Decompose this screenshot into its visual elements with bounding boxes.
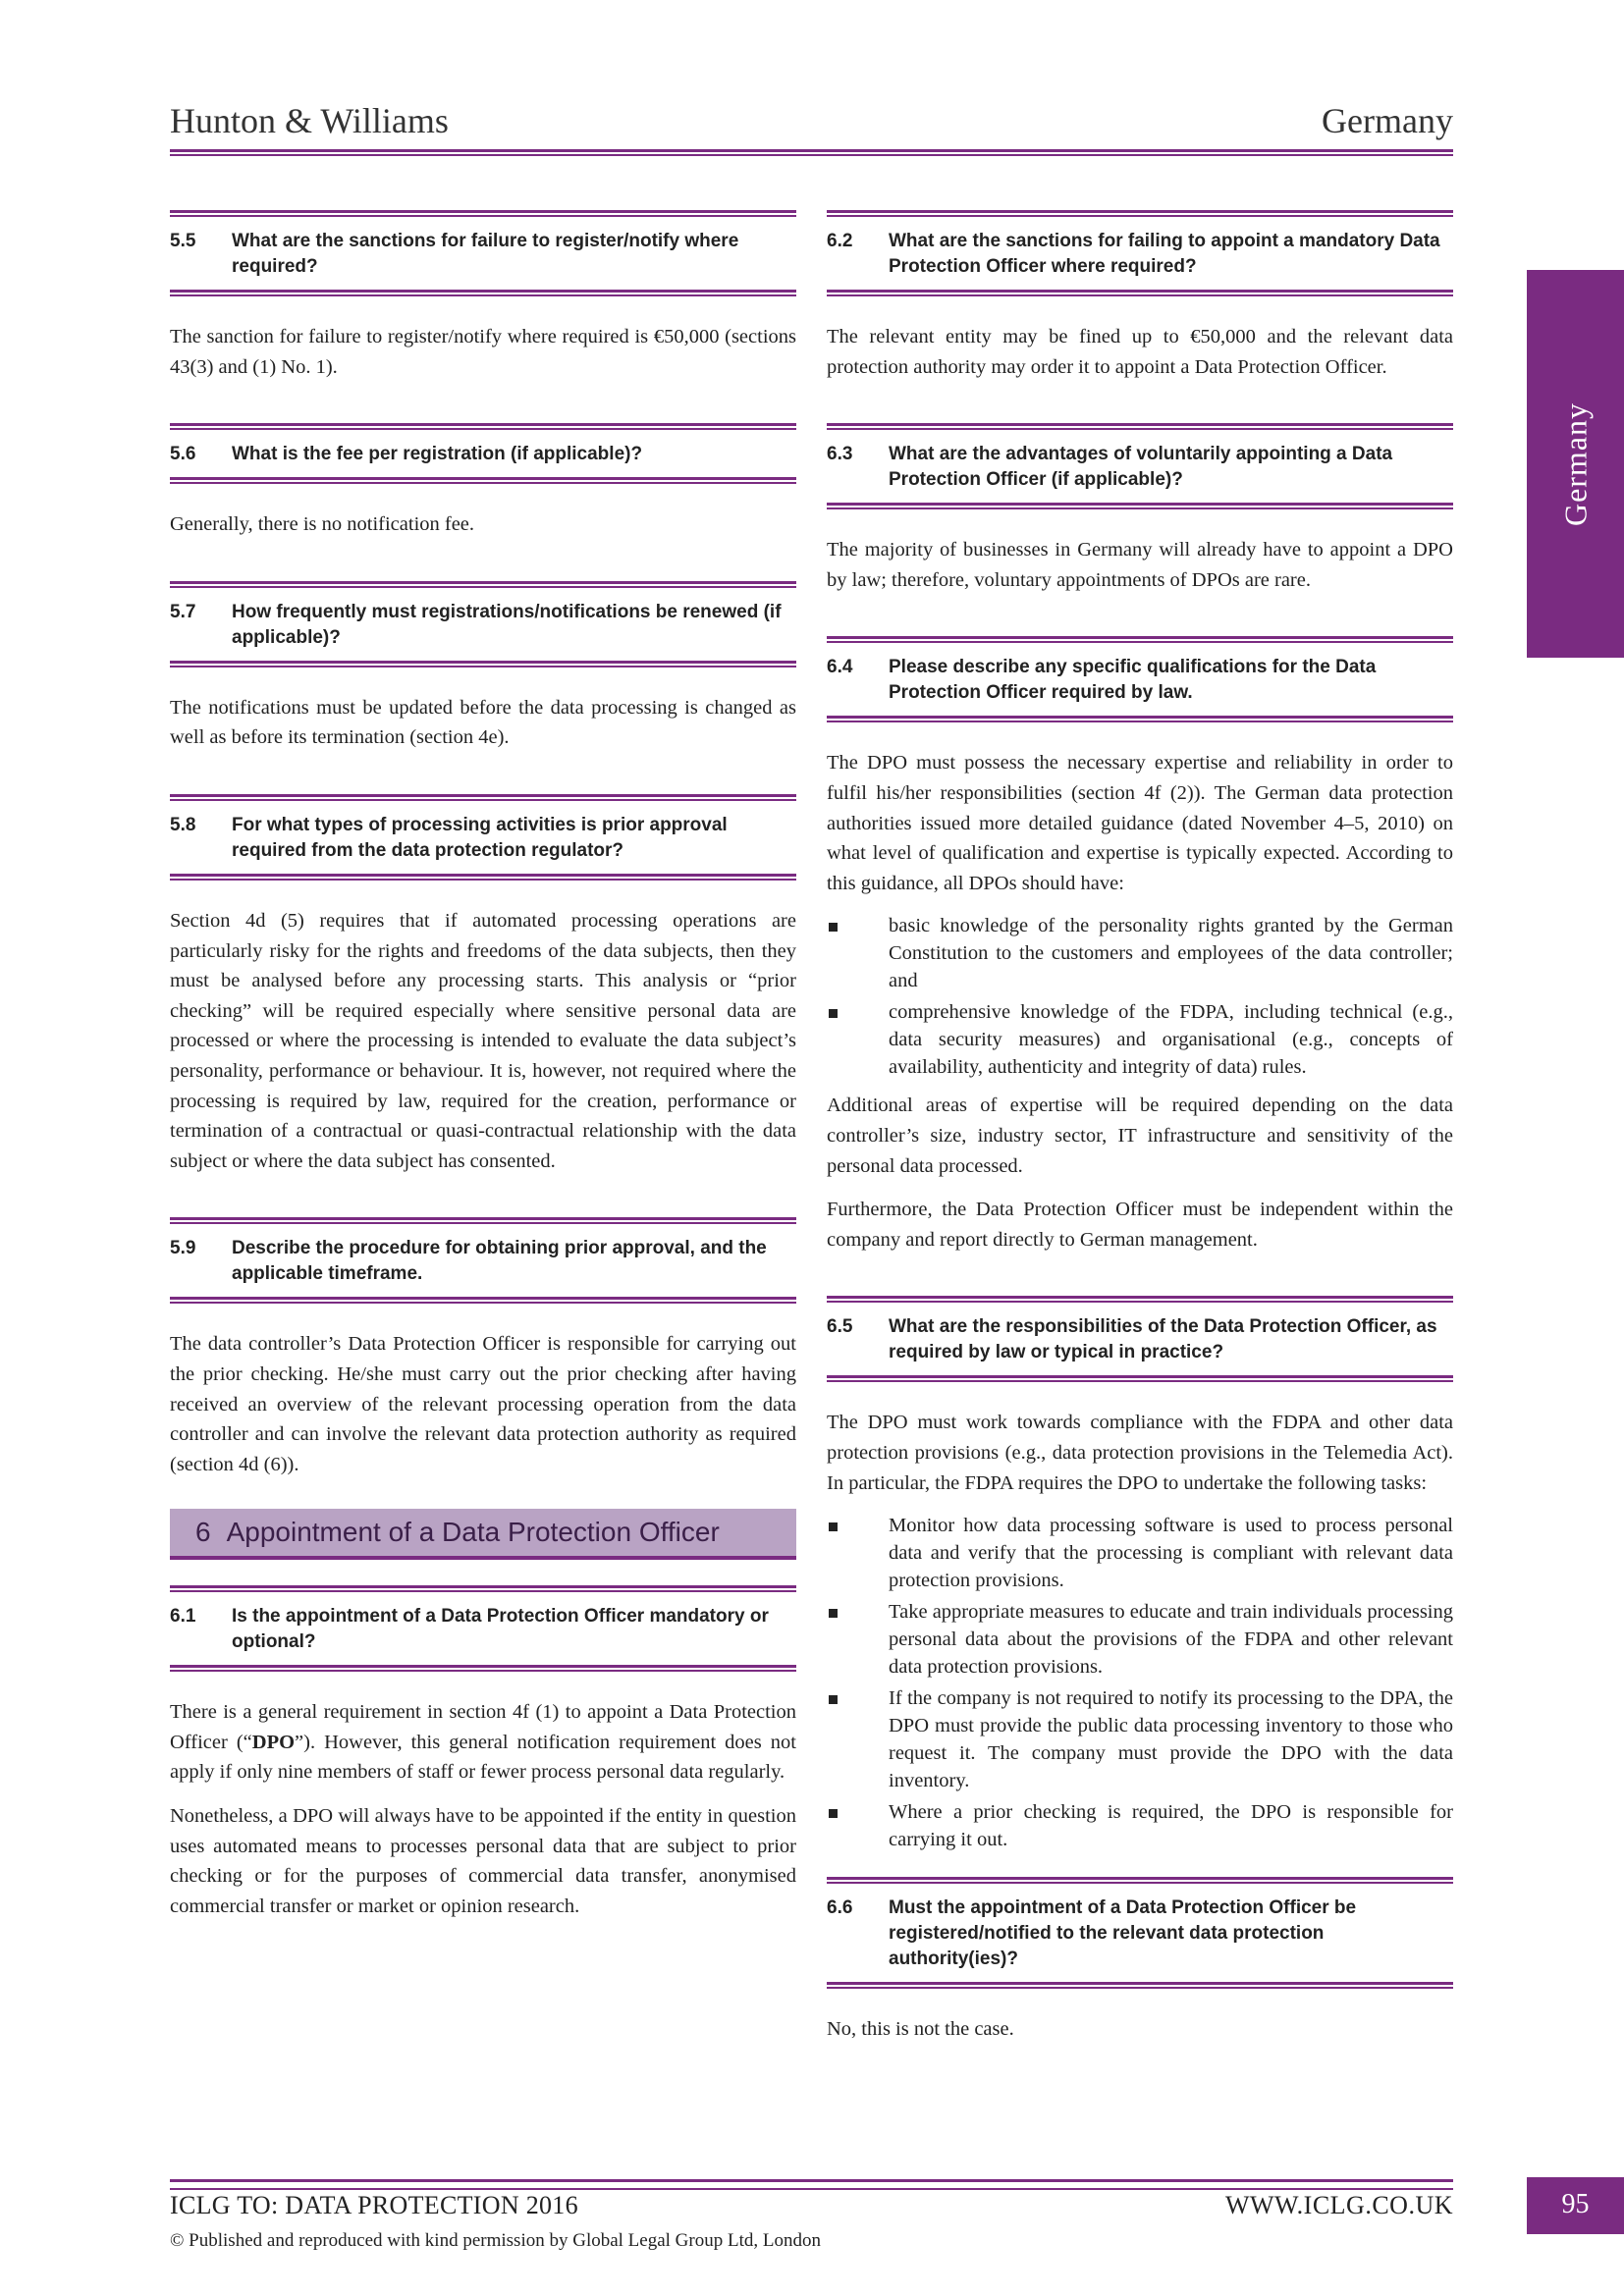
answer-5-5: The sanction for failure to register/notify where required is €50,000 (sections 43(3) and (1) No. 1). [170,326,796,378]
answer-5-8: Section 4d (5) requires that if automated processing operations are particularly risky for the rights and freedoms of the data subjects, then they must be analysed before any processing starts. This analysis or “prior checking” will be required especially where sensitive personal data are processed or where the processing is intended to evaluate the data subject’s personality, performance or behaviour. It is, however, not required where the processing is required by law, required for the creation, performance or termination of a contractual or quasi-contractual relationship with the data subject or where the data subject has consented. [170,909,796,1172]
square-bullet-icon [829,923,838,932]
list-item [827,912,1453,994]
question-rule-top [170,210,796,217]
list-item [827,1512,1453,1594]
question-rule-bottom [170,661,796,667]
question-text: What are the sanctions for failing to appoint a mandatory Data Protection Officer where required? [889,231,1440,277]
list-item [827,1598,1453,1681]
question-6-2 [827,210,1453,296]
question-rule-top [170,581,796,588]
firm-name: Hunton & Williams [170,101,449,140]
question-6-5 [827,1296,1453,1382]
question-rule-bottom [170,1665,796,1672]
question-5-5 [170,210,796,296]
answer-6-6: No, this is not the case. [827,2018,1014,2041]
square-bullet-icon [829,1695,838,1704]
answer-text: ”). However, this general notification requirement does not apply if only nine members of staff or fewer process personal data regularly. [170,1731,796,1784]
question-6-3 [827,423,1453,509]
country-title: Germany [1322,101,1453,140]
defined-term: DPO [251,1731,296,1753]
question-rule-top [827,210,1453,217]
answer-6-2: The relevant entity may be fined up to €50,000 and the relevant data protection authority may order it to appoint a Data Protection Officer. [827,326,1453,378]
answer-6-1 [170,1697,796,1788]
copyright-notice: © Published and reproduced with kind permission by Global Legal Group Ltd, London [170,2230,821,2251]
question-text: What are the sanctions for failure to register/notify where required? [232,231,739,277]
question-rule-bottom [170,874,796,881]
question-number: 6.3 [827,444,853,465]
answer-6-1-continued: Nonetheless, a DPO will always have to be appointed if the entity in question uses automated means to processes personal data that are subject to prior checking or for the purposes of commercial data transfer, anonymised commercial transfer or market or opinion research. [170,1805,796,1917]
list-item-text: If the company is not required to notify its processing to the DPA, the DPO must provide the public data processing inventory to those who request it. The company must provide the DPO with the data inventory. [889,1687,1453,1792]
question-rule-bottom [827,1982,1453,1989]
square-bullet-icon [829,1009,838,1018]
question-rule-bottom [827,716,1453,722]
question-6-6 [827,1877,1453,1989]
square-bullet-icon [829,1809,838,1818]
section-heading-6 [170,1509,796,1560]
list-item-text: comprehensive knowledge of the FDPA, including technical (e.g., data security measures) and organisational (e.g., concepts of availability, authenticity and integrity of data) rules. [889,1001,1453,1079]
question-rule-bottom [170,1297,796,1304]
header-rule [170,149,1453,156]
question-text: What are the advantages of voluntarily appointing a Data Protection Officer (if applicable)? [889,444,1393,491]
list-item-text: Take appropriate measures to educate and train individuals processing personal data about the provisions of the FDPA and other relevant data protection provisions. [889,1601,1453,1679]
question-number: 5.9 [170,1238,196,1259]
question-text: Describe the procedure for obtaining prior approval, and the applicable timeframe. [232,1238,767,1285]
answer-5-6: Generally, there is no notification fee. [170,513,475,536]
question-number: 6.6 [827,1897,853,1919]
answer-6-3: The majority of businesses in Germany will already have to appoint a DPO by law; therefore, voluntary appointments of DPOs are rare. [827,539,1453,591]
right-column [827,210,1453,2058]
responsibilities-list [827,1512,1453,1853]
qualification-list [827,912,1453,1081]
question-number: 5.5 [170,231,196,251]
question-6-4 [827,636,1453,722]
question-rule-top [827,636,1453,643]
question-number: 6.1 [170,1606,196,1628]
list-item [827,1684,1453,1794]
question-number: 5.8 [170,814,196,835]
square-bullet-icon [829,1609,838,1618]
question-number: 6.4 [827,657,853,678]
answer-text: There is a general requirement in section 4f (1) to appoint a Data Protection Officer (“ [170,1701,796,1753]
question-rule-top [827,1877,1453,1884]
answer-6-4-independence: Furthermore, the Data Protection Officer must be independent within the company and report directly to German management. [827,1199,1453,1251]
question-number: 5.6 [170,444,196,465]
answer-6-5: The DPO must work towards compliance with the FDPA and other data protection provisions (e.g., data protection provisions in the Telemedia Act). In particular, the FDPA requires the DPO to undertake the following tasks: [827,1412,1453,1494]
answer-6-4: The DPO must possess the necessary expertise and reliability in order to fulfil his/her responsibilities (section 4f (2)). The German data protection authorities issued more detailed guidance (dated November 4–5, 2010) on what level of qualification and expertise is typically expected. According to this guidance, all DPOs should have: [827,752,1453,894]
answer-5-7: The notifications must be updated before the data processing is changed as well as before its termination (section 4e). [170,696,796,749]
question-rule-bottom [170,477,796,484]
question-text: What are the responsibilities of the Data Protection Officer, as required by law or typical in practice? [889,1316,1437,1363]
question-rule-top [827,423,1453,430]
website-link[interactable]: WWW.ICLG.CO.UK [1224,2191,1453,2219]
question-5-6 [170,423,796,484]
question-rule-top [170,794,796,801]
question-rule-top [170,1217,796,1224]
country-side-tab [1527,270,1624,658]
question-rule-bottom [827,503,1453,509]
question-number: 6.2 [827,231,853,251]
answer-6-4-additional: Additional areas of expertise will be required depending on the data controller’s size, industry sector, IT infrastructure and sensitivity of the personal data processed. [827,1095,1453,1177]
list-item-text: Where a prior checking is required, the DPO is responsible for carrying it out. [889,1801,1453,1851]
question-text: Must the appointment of a Data Protection Officer be registered/notified to the relevant data protection authority(ies)? [889,1897,1357,1970]
question-rule-bottom [827,1375,1453,1382]
list-item [827,998,1453,1081]
list-item [827,1798,1453,1853]
question-5-9 [170,1217,796,1304]
answer-5-9: The data controller’s Data Protection Officer is responsible for carrying out the prior checking. He/she must carry out the prior checking after having received an overview of the relevant processing operation from the data controller and can involve the relevant data protection authority as required (section 4d (6)). [170,1333,796,1475]
side-tab-label: Germany [1557,401,1593,526]
question-6-1 [170,1585,796,1672]
question-text: Please describe any specific qualifications for the Data Protection Officer required by law. [889,657,1377,704]
question-rule-bottom [170,290,796,296]
list-item-text: basic knowledge of the personality rights granted by the German Constitution to the customers and employees of the data controller; and [889,915,1453,992]
question-5-8 [170,794,796,881]
publication-title: ICLG TO: DATA PROTECTION 2016 [170,2191,578,2219]
section-number: 6 [195,1517,211,1548]
question-text: Is the appointment of a Data Protection Officer mandatory or optional? [232,1606,769,1653]
question-text: For what types of processing activities is prior approval required from the data protection regulator? [232,814,728,861]
left-column [170,210,796,1935]
question-rule-top [827,1296,1453,1303]
page-number: 95 [1527,2177,1624,2234]
section-title: Appointment of a Data Protection Officer [226,1517,720,1548]
question-rule-top [170,423,796,430]
question-rule-bottom [827,290,1453,296]
list-item-text: Monitor how data processing software is used to process personal data and verify that the processing is compliant with relevant data protection provisions. [889,1515,1453,1592]
question-rule-top [170,1585,796,1592]
question-text: What is the fee per registration (if applicable)? [232,444,643,465]
question-5-7 [170,581,796,667]
question-number: 5.7 [170,601,196,622]
question-number: 6.5 [827,1316,853,1338]
question-text: How frequently must registrations/notifications be renewed (if applicable)? [232,601,782,648]
footer-rule [170,2179,1453,2190]
square-bullet-icon [829,1522,838,1531]
